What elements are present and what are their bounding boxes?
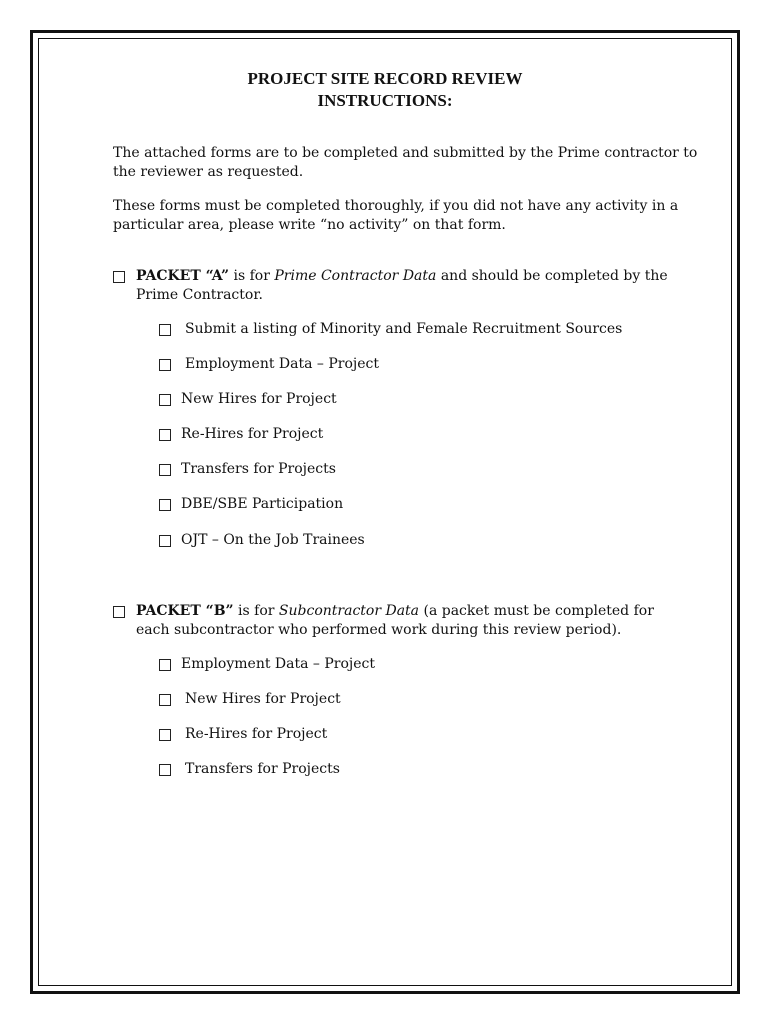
packet-a-item-checkbox[interactable] <box>159 324 171 336</box>
packet-b-item-checkbox[interactable] <box>159 764 171 776</box>
intro-p1-line2: the reviewer as requested. <box>113 164 304 180</box>
intro-p2-line2: particular area, please write “no activity” on that form. <box>113 217 506 233</box>
packet-b-item-checkbox[interactable] <box>159 659 171 671</box>
packet-b-item-label: Transfers for Projects <box>185 761 340 777</box>
packet-a-emphasis: Prime Contractor Data <box>274 268 437 284</box>
packet-b-item <box>159 725 327 744</box>
packet-a <box>113 267 693 305</box>
document-title: PROJECT SITE RECORD REVIEW <box>247 69 523 88</box>
intro-p2-line1: These forms must be completed thoroughly, if you did not have any activity in a <box>113 198 679 214</box>
packet-a-item-checkbox[interactable] <box>159 535 171 547</box>
packet-a-item-label: Employment Data – Project <box>185 356 380 372</box>
packet-a-item <box>159 460 336 479</box>
packet-a-item <box>159 425 323 444</box>
packet-a-item-label: DBE/SBE Participation <box>181 496 344 512</box>
packet-b-label: PACKET “B” <box>136 603 234 619</box>
packet-b-item <box>159 690 341 709</box>
packet-a-item-label: Re-Hires for Project <box>181 426 324 442</box>
packet-a-checkbox[interactable] <box>113 271 125 283</box>
intro-paragraph-1 <box>113 144 698 182</box>
packet-b-item-label: New Hires for Project <box>185 691 341 707</box>
packet-a-text <box>136 267 668 305</box>
packet-a-item <box>159 390 337 409</box>
packet-b-item-label: Re-Hires for Project <box>185 726 328 742</box>
packet-b-item <box>159 655 375 674</box>
packet-a-item-label: OJT – On the Job Trainees <box>181 532 365 548</box>
packet-b-text-after: (a packet must be completed for <box>419 603 654 619</box>
packet-a-item-checkbox[interactable] <box>159 464 171 476</box>
packet-a-item <box>159 531 365 550</box>
packet-b-emphasis: Subcontractor Data <box>278 603 420 619</box>
packet-a-label: PACKET “A” <box>136 268 230 284</box>
packet-a-item-label: Submit a listing of Minority and Female Recruitment Sources <box>185 321 623 337</box>
packet-a-item <box>159 495 343 514</box>
packet-b-item-checkbox[interactable] <box>159 694 171 706</box>
packet-a-text-before: is for <box>229 268 275 284</box>
packet-a-text-after: and should be completed by the <box>436 268 668 284</box>
packet-b-item-checkbox[interactable] <box>159 729 171 741</box>
packet-a-item-label: Transfers for Projects <box>181 461 336 477</box>
packet-b-text <box>136 602 654 640</box>
packet-a-item-label: New Hires for Project <box>181 391 337 407</box>
packet-b <box>113 602 693 640</box>
packet-b-line2: each subcontractor who performed work during this review period). <box>136 622 622 638</box>
intro-paragraph-2 <box>113 197 679 235</box>
document-subtitle: INSTRUCTIONS: <box>317 91 453 110</box>
packet-a-item-checkbox[interactable] <box>159 394 171 406</box>
packet-a-line2: Prime Contractor. <box>136 287 263 303</box>
intro-p1-line1: The attached forms are to be completed and submitted by the Prime contractor to <box>113 145 698 161</box>
packet-b-item <box>159 760 340 779</box>
packet-b-item-label: Employment Data – Project <box>181 656 376 672</box>
packet-a-item-checkbox[interactable] <box>159 429 171 441</box>
packet-a-item <box>159 355 379 374</box>
packet-b-text-before: is for <box>233 603 279 619</box>
packet-a-item-checkbox[interactable] <box>159 499 171 511</box>
packet-b-checkbox[interactable] <box>113 606 125 618</box>
packet-a-item <box>159 320 622 339</box>
packet-a-item-checkbox[interactable] <box>159 359 171 371</box>
